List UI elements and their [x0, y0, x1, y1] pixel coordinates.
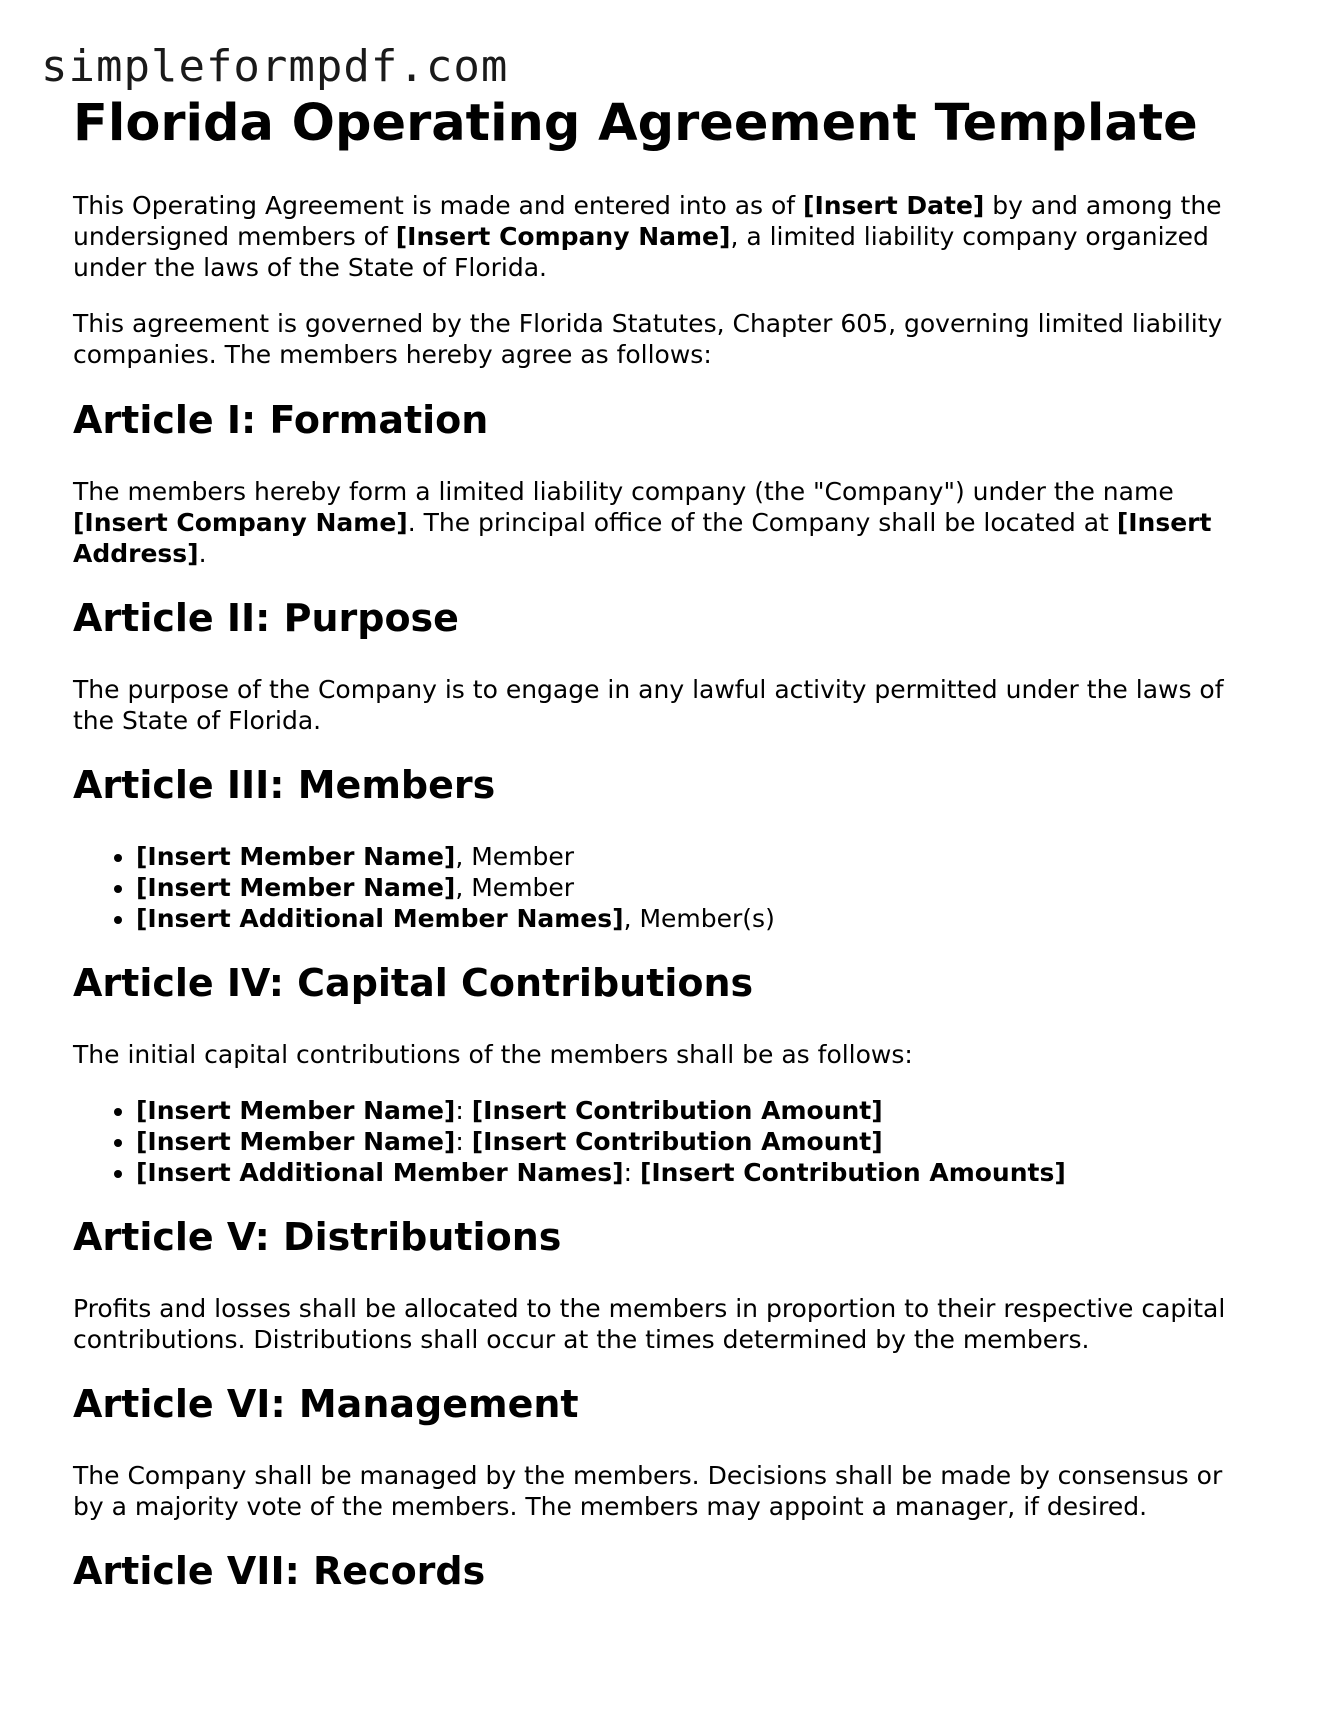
- address-placeholder: [Insert Address]: [73, 508, 1212, 568]
- article-5-text: Profits and losses shall be allocated to the members in proportion to their respective capital contributions. Distributions shall occur at the times determined by the members.: [73, 1294, 1226, 1354]
- list-item: • [Insert Additional Member Names], Member(s): [136, 903, 1253, 934]
- intro-paragraph-1: This Operating Agreement is made and entered into as of [Insert Date] by and among the undersigned members of [Insert Company Name], a limited liability company organized under the laws of the State of Florida.: [73, 191, 1222, 282]
- member-name-placeholder: [Insert Additional Member Names]: [136, 1158, 624, 1187]
- article-6-heading: Article VI: Management: [73, 1382, 579, 1426]
- company-name-placeholder: [Insert Company Name]: [395, 222, 731, 251]
- contribution-placeholder: [Insert Contribution Amount]: [471, 1127, 883, 1156]
- list-item: • [Insert Member Name]: [Insert Contribution Amount]: [136, 1126, 1253, 1157]
- article-4-text: The initial capital contributions of the members shall be as follows:: [73, 1040, 913, 1069]
- member-name-placeholder: [Insert Member Name]: [136, 873, 456, 902]
- date-placeholder: [Insert Date]: [803, 191, 985, 220]
- members-list: [73, 841, 1253, 934]
- list-item: • [Insert Member Name], Member: [136, 841, 1253, 872]
- list-item: • [Insert Additional Member Names]: [Insert Contribution Amounts]: [136, 1157, 1253, 1188]
- contributions-list: [73, 1095, 1253, 1188]
- member-name-placeholder: [Insert Additional Member Names]: [136, 904, 624, 933]
- article-3-heading: Article III: Members: [73, 763, 496, 807]
- intro-paragraph-2: This agreement is governed by the Florida Statutes, Chapter 605, governing limited liability companies. The members hereby agree as follows:: [73, 309, 1223, 369]
- list-item: • [Insert Member Name]: [Insert Contribution Amount]: [136, 1095, 1253, 1126]
- watermark: simpleformpdf.com: [41, 41, 509, 92]
- article-6-text: The Company shall be managed by the members. Decisions shall be made by consensus or by a majority vote of the members. The members may appoint a manager, if desired.: [73, 1461, 1223, 1521]
- company-name-placeholder: [Insert Company Name]: [73, 508, 408, 537]
- article-2-heading: Article II: Purpose: [73, 596, 459, 640]
- article-1-heading: Article I: Formation: [73, 398, 489, 442]
- document: [73, 92, 1253, 1594]
- member-name-placeholder: [Insert Member Name]: [136, 842, 456, 871]
- article-2-text: The purpose of the Company is to engage in any lawful activity permitted under the laws of the State of Florida.: [73, 675, 1224, 735]
- contribution-placeholder: [Insert Contribution Amount]: [471, 1096, 883, 1125]
- member-name-placeholder: [Insert Member Name]: [136, 1096, 456, 1125]
- contribution-placeholder: [Insert Contribution Amounts]: [639, 1158, 1066, 1187]
- article-5-heading: Article V: Distributions: [73, 1215, 562, 1259]
- article-1-text: The members hereby form a limited liability company (the "Company") under the name [Insert Company Name]. The principal office of the Company shall be located at [Insert Address].: [73, 477, 1212, 568]
- document-title: Florida Operating Agreement Template: [73, 94, 1198, 153]
- list-item: • [Insert Member Name], Member: [136, 872, 1253, 903]
- article-4-heading: Article IV: Capital Contributions: [73, 961, 754, 1005]
- member-name-placeholder: [Insert Member Name]: [136, 1127, 456, 1156]
- article-7-heading: Article VII: Records: [73, 1549, 486, 1593]
